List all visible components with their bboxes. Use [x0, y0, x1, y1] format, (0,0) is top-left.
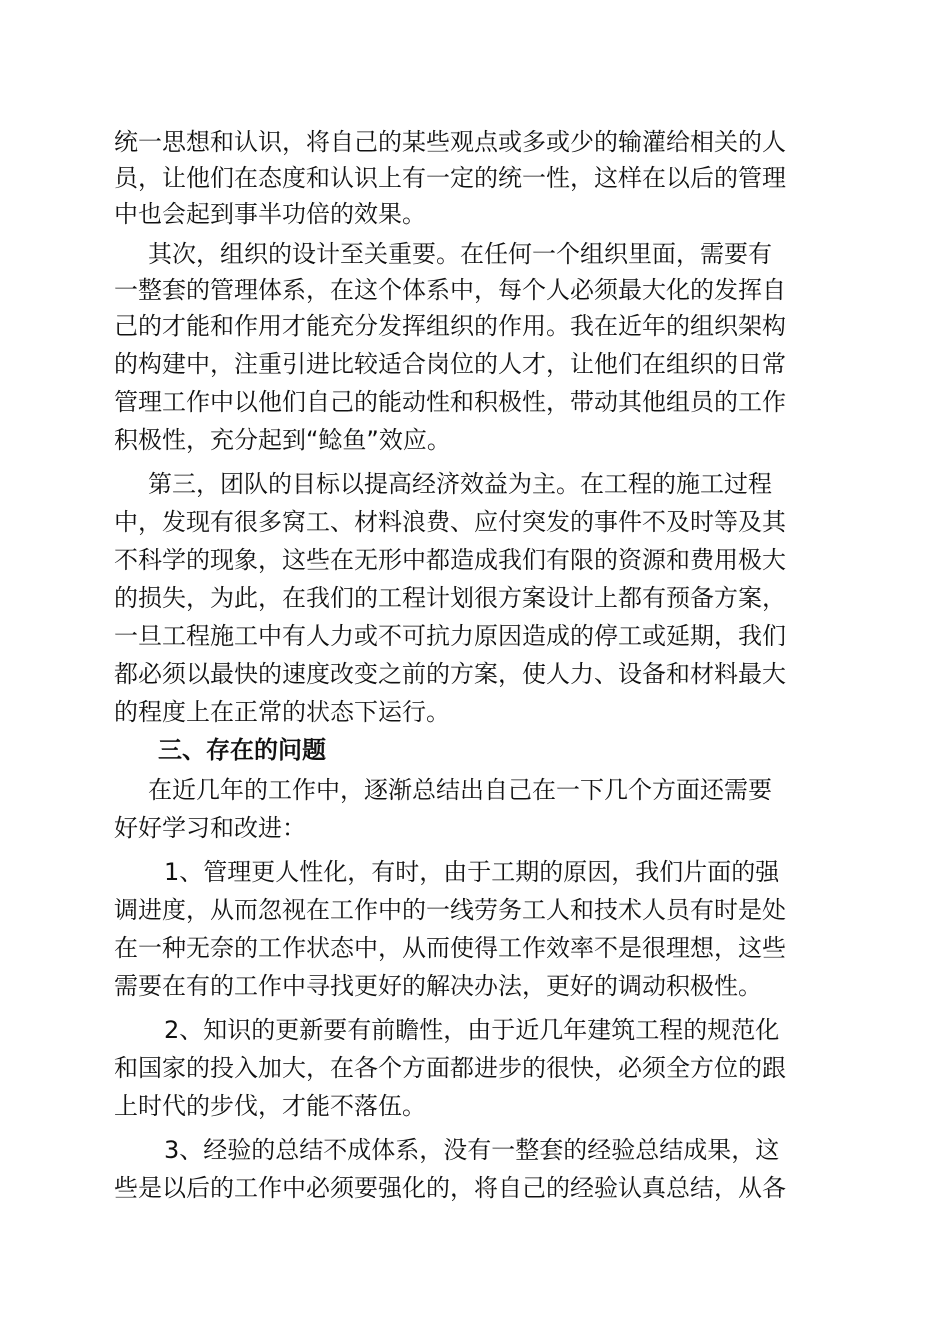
body-line: 的构建中，注重引进比较适合岗位的人才，让他们在组织的日常: [114, 350, 786, 378]
list-item-first-line: 3、经验的总结不成体系，没有一整套的经验总结成果，这: [164, 1136, 780, 1164]
body-line: 积极性，充分起到“鲶鱼”效应。: [114, 426, 451, 454]
body-line: 好好学习和改进：: [114, 814, 306, 842]
paragraph-first-line: 在近几年的工作中，逐渐总结出自己在一下几个方面还需要: [148, 776, 772, 804]
body-line: 的损失，为此，在我们的工程计划很方案设计上都有预备方案，: [114, 584, 786, 612]
body-line: 上时代的步伐，才能不落伍。: [114, 1092, 426, 1120]
body-line: 一整套的管理体系，在这个体系中，每个人必须最大化的发挥自: [114, 276, 786, 304]
list-item-first-line: 2、知识的更新要有前瞻性，由于近几年建筑工程的规范化: [164, 1016, 780, 1044]
body-line: 的程度上在正常的状态下运行。: [114, 698, 450, 726]
paragraph-first-line: 其次，组织的设计至关重要。在任何一个组织里面，需要有: [148, 240, 772, 268]
body-line: 己的才能和作用才能充分发挥组织的作用。我在近年的组织架构: [114, 312, 786, 340]
body-line: 调进度，从而忽视在工作中的一线劳务工人和技术人员有时是处: [114, 896, 786, 924]
body-line: 管理工作中以他们自己的能动性和积极性，带动其他组员的工作: [114, 388, 786, 416]
section-heading: 三、存在的问题: [158, 736, 326, 764]
body-line: 需要在有的工作中寻找更好的解决办法，更好的调动积极性。: [114, 972, 762, 1000]
body-line: 些是以后的工作中必须要强化的，将自己的经验认真总结，从各: [114, 1174, 786, 1202]
body-line: 中，发现有很多窝工、材料浪费、应付突发的事件不及时等及其: [114, 508, 786, 536]
body-line: 都必须以最快的速度改变之前的方案，使人力、设备和材料最大: [114, 660, 786, 688]
body-line: 一旦工程施工中有人力或不可抗力原因造成的停工或延期，我们: [114, 622, 786, 650]
body-line: 不科学的现象，这些在无形中都造成我们有限的资源和费用极大: [114, 546, 786, 574]
body-line: 和国家的投入加大，在各个方面都进步的很快，必须全方位的跟: [114, 1054, 786, 1082]
body-line: 统一思想和认识，将自己的某些观点或多或少的输灌给相关的人: [114, 128, 786, 156]
body-line: 员，让他们在态度和认识上有一定的统一性，这样在以后的管理: [114, 164, 786, 192]
body-line: 在一种无奈的工作状态中，从而使得工作效率不是很理想，这些: [114, 934, 786, 962]
body-line: 中也会起到事半功倍的效果。: [114, 200, 426, 228]
paragraph-first-line: 第三，团队的目标以提高经济效益为主。在工程的施工过程: [148, 470, 772, 498]
list-item-first-line: 1、管理更人性化，有时，由于工期的原因，我们片面的强: [164, 858, 780, 886]
